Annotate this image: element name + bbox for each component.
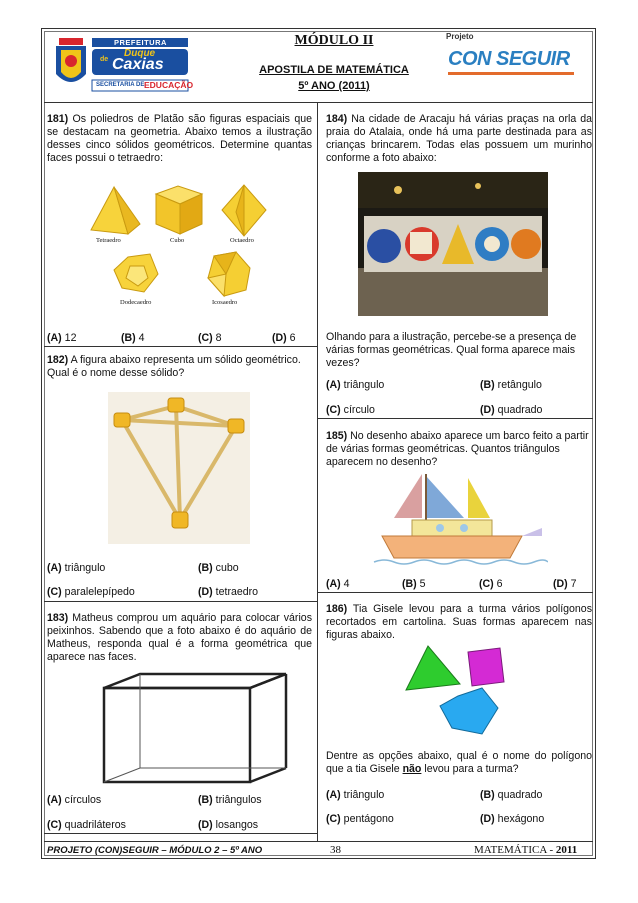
q181-option-b[interactable]: (B) 4 bbox=[121, 332, 145, 344]
q182-text bbox=[47, 354, 312, 380]
q184-option-b[interactable]: (B) retângulo bbox=[480, 379, 542, 391]
q182-statement: A figura abaixo representa um sólido geométrico. Qual é o nome desse sólido? bbox=[47, 354, 301, 379]
q184-text2: Olhando para a ilustração, percebe-se a presença de várias formas geométricas. Qual forma aparece mais vezes? bbox=[326, 331, 577, 369]
q186-option-d[interactable]: (D) hexágono bbox=[480, 813, 545, 825]
q184-option-d[interactable]: (D) quadrado bbox=[480, 404, 543, 416]
q186-text2: Dentre as opções abaixo, qual é o nome do polígono que a tia Gisele não levou para a turma? bbox=[326, 750, 592, 775]
q181-statement: Os poliedros de Platão são figuras espaciais que se destacam na geometria. Abaixo temos a ilustração desses cinco sólidos geométricos. Determine quantas faces possui o tetraedro: bbox=[47, 113, 312, 164]
q186-text bbox=[326, 603, 592, 642]
tetrahedron-photo bbox=[108, 392, 250, 544]
q183-option-c[interactable]: (C) quadriláteros bbox=[47, 819, 126, 831]
q184-divider bbox=[318, 418, 593, 419]
q183-statement: Matheus comprou um aquário para colocar vários peixinhos. Sabendo que a foto abaixo é do aquário de Matheus, responda qual é a forma geométrica que aparece nas faces. bbox=[47, 612, 312, 663]
logo-right-underline bbox=[448, 72, 574, 75]
q181-option-c[interactable]: (C) 8 bbox=[198, 332, 222, 344]
q183-text bbox=[47, 612, 312, 664]
q184-number: 184) bbox=[326, 113, 348, 125]
solid-label-dodecaedro: Dodecaedro bbox=[120, 299, 152, 306]
logo-left-line1: PREFEITURA bbox=[114, 38, 167, 47]
boat-drawing bbox=[372, 470, 548, 566]
q183-option-a[interactable]: (A) círculos bbox=[47, 794, 102, 806]
q183-option-b[interactable]: (B) triângulos bbox=[198, 794, 262, 806]
aquarium-photo bbox=[100, 670, 290, 788]
q185-option-c[interactable]: (C) 6 bbox=[479, 578, 503, 590]
q185-number: 185) bbox=[326, 430, 348, 442]
q186-option-b[interactable]: (B) quadrado bbox=[480, 789, 543, 801]
q184-option-c[interactable]: (C) círculo bbox=[326, 404, 375, 416]
q185-divider bbox=[318, 592, 593, 593]
q182-option-a[interactable]: (A) triângulo bbox=[47, 562, 106, 574]
solid-label-octaedro: Octaedro bbox=[230, 237, 254, 244]
q181-text bbox=[47, 113, 312, 165]
q181-option-d[interactable]: (D) 6 bbox=[272, 332, 296, 344]
q183-number: 183) bbox=[47, 612, 69, 624]
q185-option-d[interactable]: (D) 7 bbox=[553, 578, 577, 590]
q185-text bbox=[326, 430, 590, 469]
solid-label-tetraedro: Tetraedro bbox=[96, 237, 121, 244]
logo-left-line6: EDUCAÇÃO bbox=[144, 80, 194, 90]
logo-right-word: CON SEGUIR bbox=[448, 48, 570, 70]
q181-option-a[interactable]: (A) 12 bbox=[47, 332, 77, 344]
page-subtitle-year: 5º ANO (2011) bbox=[298, 80, 370, 92]
footer-divider bbox=[44, 841, 593, 842]
q182-number: 182) bbox=[47, 354, 69, 366]
q184-statement: Na cidade de Aracaju há várias praças na orla da praia do Atalaia, onde há uma parte destinada para as crianças brincarem. Todas elas possuem um murinho conforme a foto abaixo: bbox=[326, 113, 592, 164]
q185-statement: No desenho abaixo aparece um barco feito a partir de várias formas geométricas. Quantos triângulos aparecem no desenho? bbox=[326, 430, 589, 468]
page-subtitle: APOSTILA DE MATEMÁTICA bbox=[259, 64, 409, 76]
solid-label-cubo: Cubo bbox=[170, 237, 185, 244]
logo-left-line2: Duque bbox=[124, 48, 156, 59]
page-number: 38 bbox=[330, 844, 341, 856]
footer-project: PROJETO (CON)SEGUIR – MÓDULO 2 – 5º ANO bbox=[47, 845, 263, 856]
q185-option-b[interactable]: (B) 5 bbox=[402, 578, 426, 590]
platonic-solids-illustration bbox=[86, 182, 276, 322]
q182-divider bbox=[44, 601, 317, 602]
q183-divider bbox=[44, 833, 317, 834]
q182-option-b[interactable]: (B) cubo bbox=[198, 562, 239, 574]
logo-duque-de-caxias bbox=[52, 34, 192, 94]
column-divider bbox=[317, 103, 318, 841]
logo-left-line3: de bbox=[100, 56, 109, 63]
logo-left-line5: SECRETARIA DE bbox=[96, 82, 145, 88]
logo-conseguir bbox=[444, 32, 584, 82]
logo-right-label: Projeto bbox=[446, 32, 474, 41]
q185-option-a[interactable]: (A) 4 bbox=[326, 578, 350, 590]
solid-label-icosaedro: Icosaedro bbox=[212, 299, 238, 306]
q183-option-d[interactable]: (D) losangos bbox=[198, 819, 259, 831]
q186-statement: Tia Gisele levou para a turma vários polígonos recortados em cartolina. Suas formas aparecem nas figuras abaixo. bbox=[326, 603, 592, 641]
logo-left-line4: Caxias bbox=[112, 56, 164, 73]
q181-divider bbox=[44, 346, 317, 347]
q184-option-a[interactable]: (A) triângulo bbox=[326, 379, 385, 391]
q182-option-d[interactable]: (D) tetraedro bbox=[198, 586, 259, 598]
footer-subject: MATEMÁTICA - 2011 bbox=[474, 844, 578, 856]
q186-number: 186) bbox=[326, 603, 348, 615]
q186-option-a[interactable]: (A) triângulo bbox=[326, 789, 385, 801]
header-divider bbox=[44, 102, 593, 103]
aracaju-wall-photo bbox=[358, 172, 548, 316]
q186-option-c[interactable]: (C) pentágono bbox=[326, 813, 394, 825]
q184-text bbox=[326, 113, 592, 165]
polygons-figure bbox=[400, 642, 520, 742]
q181-number: 181) bbox=[47, 113, 69, 125]
q182-option-c[interactable]: (C) paralelepípedo bbox=[47, 586, 135, 598]
page-title: MÓDULO II bbox=[294, 33, 374, 48]
